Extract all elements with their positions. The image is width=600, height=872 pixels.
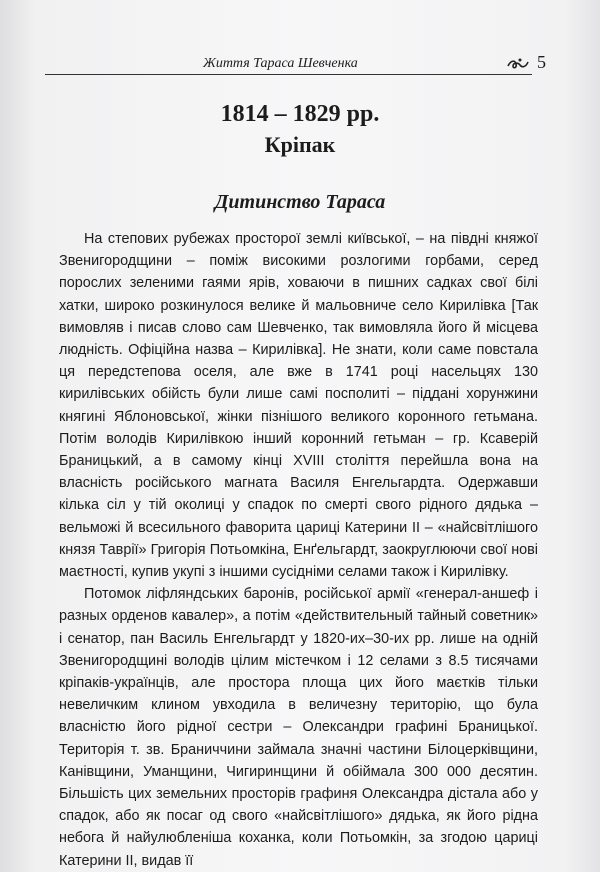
running-header bbox=[45, 56, 532, 75]
paragraph: На степових рубежах просторої землі київської, – на півдні княжої Звенигородщини – поміж високими розлогими горбами, серед порослих зеленими гаями ярів, ховаючи в пишних садках свої білі хатки, широко розкинулося велике й мальовниче село Кирилівка [Так вимовляв і писав слово сам Шевченко, так вимовляла його й місцева людність. Офіційна назва – Кирилівка]. Не знати, коли саме повстала ця передстепова оселя, але вже в 1741 році насельцях 130 кирилівських обійсть були лише самі посполиті – піддані хорунжини княгині Яблоновської, жінки пізнішого великого коронного гетьмана. Потім володів Кирилівкою інший коронний гетьман – гр. Ксаверій Браницький, а в самому кінці XVIII століття перейшла вона на власність російського магната Василя Енгельгардта. Одержавши кілька сіл у тій околиці у спадок по смерті свого рідного дядька – вельможі й всесильного фаворита цариці Катерини II – «найсвітлішого князя Таврії» Григорія Потьомкіна, Енґельгардт, заокруглюючи свої нові маєтності, купив укупі з іншими сусідніми селами також і Кирилівку. bbox=[59, 231, 538, 581]
body-text bbox=[59, 228, 538, 872]
scroll-flourish-icon bbox=[507, 57, 529, 71]
running-title: Життя Тараса Шевченка bbox=[203, 56, 358, 71]
chapter-years: 1814 – 1829 рр. bbox=[220, 101, 380, 127]
page-number: 5 bbox=[537, 52, 546, 72]
paragraph: Потомок ліфляндських баронів, російської армії «генерал-аншеф і разных орденов кавалер», а потім «действительный тайный советник» і сенатор, пан Василь Енгельгардт у 1820-их–30-их рр. лише на одній Звенигородщині володів цілим містечком і 12 селами з 8.5 тисячами кріпаків-українців, але простора площа цих його маєтків тільки невеличким клином увходила в величезну територію, що була власністю його рідної сестри – Олександри графині Браницької. Територія т. зв. Браниччини займала значні частини Білоцерківщини, Канівщини, Уманщини, Чигиринщини й обіймала 300 000 десятин. Більшість цих земельних просторів графиня Олександра дістала або у спадок, або як посаг од свого «найсвітлішого» дядька, як його рідна небога й найулюбленіша коханка, коли Потьомкін, за згодою цариці Катерини II, видав її bbox=[59, 586, 538, 869]
chapter-title: Кріпак bbox=[264, 132, 336, 157]
section-title: Дитинство Тараса bbox=[214, 191, 386, 213]
